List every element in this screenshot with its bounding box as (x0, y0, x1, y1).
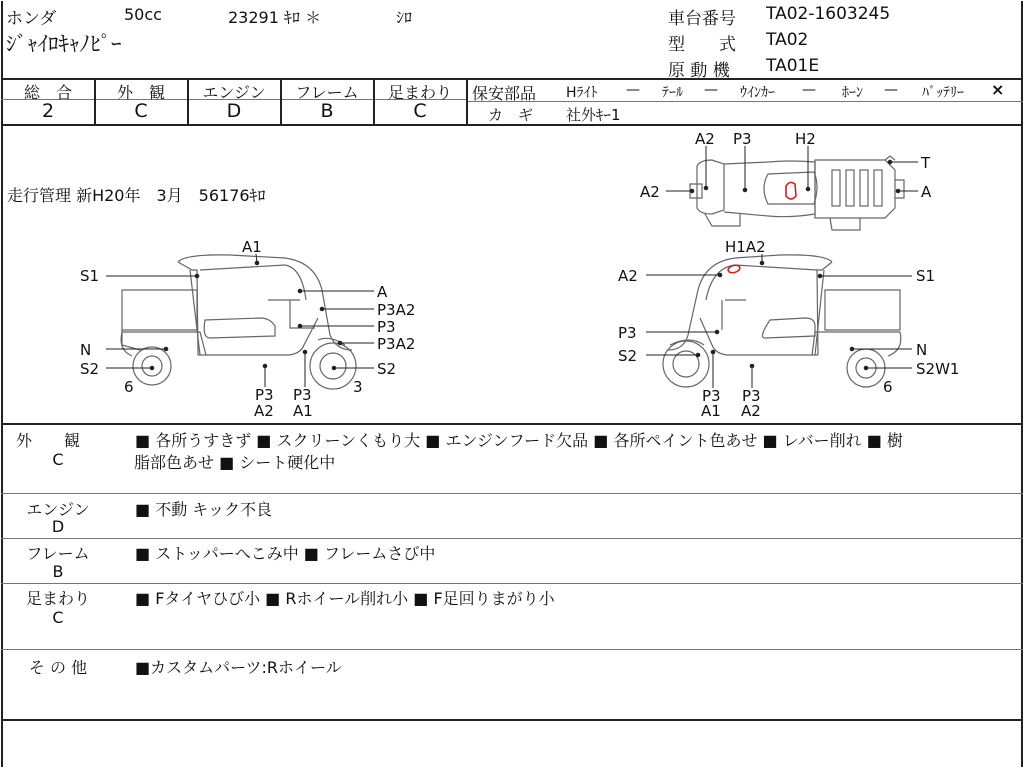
key-label: カ ギ (488, 106, 534, 124)
top-view-damage-mark (786, 182, 796, 199)
remark-grade-engine: D (51, 517, 65, 536)
grade-value-engine: D (226, 100, 242, 122)
rv-a2-bottom: A2 (741, 402, 761, 420)
safety-label: 保安部品 (472, 84, 537, 103)
safety-item-horn: ﾎｰﾝ (842, 85, 863, 101)
grade-label-overall: 総 合 (23, 83, 72, 102)
safety-mark-battery: × (991, 80, 1005, 99)
safety-mark-headlight: — (626, 82, 640, 98)
type-value: TA02 (766, 30, 809, 50)
grade-label-frame: フレーム (295, 83, 359, 102)
remark-grade-suspension: C (52, 608, 64, 627)
remark-grade-frame: B (52, 562, 64, 581)
safety-mark-tail: — (704, 82, 718, 98)
safety-item-winker: ｳｲﾝｶｰ (740, 85, 775, 101)
remark-text-suspension: ■ Fタイヤひび小 ■ Rホイール削れ小 ■ F足回りまがり小 (135, 589, 555, 608)
body-color: ｼﾛ (396, 8, 413, 27)
remark-text-exterior: ■ 各所うすきず ■ スクリーンくもり大 ■ エンジンフード欠品 ■ 各所ペイント色あせ ■ レバー削れ ■ 樹 (135, 431, 903, 450)
remark-text-engine: ■ 不動 キック不良 (135, 500, 272, 519)
remark-category-frame: フレーム (26, 544, 90, 563)
tv-a: A (921, 183, 932, 201)
grade-label-suspension: 足まわり (387, 83, 452, 102)
grade-col-line-5 (466, 78, 468, 124)
model-name: ｼﾞｬｲﾛｷｬﾉﾋﾟｰ (6, 32, 122, 56)
remark-text-frame: ■ ストッパーへこみ中 ■ フレームさび中 (135, 544, 436, 563)
scooter-diagrams (0, 126, 1024, 422)
tv-a2-left: A2 (640, 183, 660, 201)
top-view (690, 156, 904, 230)
grade-label-exterior: 外 観 (116, 83, 165, 102)
tv-a2-top: A2 (695, 130, 715, 148)
lv-p3a2-upper: P3A2 (377, 301, 416, 319)
rv-p3-bottom-1: P3 (702, 387, 721, 405)
remarks-divider-1 (1, 493, 1023, 494)
tv-t: T (921, 154, 931, 172)
safety-mark-horn: — (884, 82, 898, 98)
safety-item-headlight: Hﾗｲﾄ (566, 85, 598, 101)
lv-p3: P3 (377, 318, 396, 336)
lv-p3-bottom-2: P3 (293, 386, 312, 404)
rv-s2: S2 (618, 347, 638, 365)
chassis-number: TA02-1603245 (766, 4, 891, 24)
grade-label-engine: エンジン (202, 83, 266, 102)
remarks-divider-3 (1, 583, 1023, 584)
grade-value-frame: B (320, 100, 334, 122)
remark-category-engine: エンジン (26, 500, 90, 519)
lv-six: 6 (124, 378, 134, 396)
rv-a1-bottom: A1 (701, 402, 721, 420)
remark-category-exterior: 外 観 (15, 431, 80, 450)
remarks-bottom (1, 719, 1023, 721)
rv-s1: S1 (916, 267, 936, 285)
remark-category-suspension: 足まわり (25, 589, 90, 608)
remarks-top (1, 423, 1023, 425)
lv-s1: S1 (80, 267, 100, 285)
left-side-view (121, 255, 356, 389)
type-label: 型 式 (668, 35, 736, 55)
right-view-damage-mark (727, 264, 740, 274)
tv-h2: H2 (795, 130, 816, 148)
remark-category-other: そ の 他 (28, 658, 88, 677)
rv-six: 6 (883, 378, 893, 396)
engine-value: TA01E (766, 56, 820, 76)
displacement: 50cc (124, 5, 162, 24)
safety-item-tail: ﾃｰﾙ (662, 85, 683, 101)
rv-p3: P3 (618, 324, 637, 342)
grade-value-overall: 2 (41, 100, 55, 122)
lv-n: N (80, 341, 92, 359)
tv-p3: P3 (733, 130, 752, 148)
lv-s2-right: S2 (377, 360, 397, 378)
maker-name: ホンダ (6, 9, 57, 29)
safety-item-battery: ﾊﾞｯﾃﾘｰ (922, 85, 964, 101)
mileage-management: 走行管理 新H20年 3月 56176ｷﾛ (7, 186, 266, 205)
grade-value-suspension: C (413, 100, 427, 122)
rv-h1a2: H1A2 (725, 238, 766, 256)
remark-grade-exterior: C (52, 450, 64, 469)
mileage: 23291 ｷﾛ ＊ (228, 8, 322, 27)
lv-a1: A1 (242, 238, 262, 256)
key-value: 社外ｷｰ1 (566, 106, 621, 124)
remarks-divider-4 (1, 649, 1023, 650)
lv-p3-bottom-1: P3 (255, 386, 274, 404)
lv-a: A (377, 283, 388, 301)
rv-n: N (916, 341, 928, 359)
chassis-label: 車台番号 (668, 9, 736, 29)
rv-p3-bottom-2: P3 (742, 387, 761, 405)
safety-mark-winker: — (802, 82, 816, 98)
rv-s2w1: S2W1 (916, 360, 960, 378)
rv-a2: A2 (618, 267, 638, 285)
remarks-divider-2 (1, 538, 1023, 539)
remark-text-exterior-2: 脂部色あせ ■ シート硬化中 (134, 453, 336, 472)
lv-s2-left: S2 (80, 360, 100, 378)
remark-text-other: ■カスタムパーツ:Rホイール (135, 658, 342, 677)
lv-a2-bottom: A2 (254, 402, 274, 420)
lv-a1-bottom: A1 (293, 402, 313, 420)
lv-three: 3 (353, 378, 363, 396)
engine-label: 原 動 機 (668, 61, 730, 81)
grade-value-exterior: C (134, 100, 148, 122)
lv-p3a2-lower: P3A2 (377, 335, 416, 353)
